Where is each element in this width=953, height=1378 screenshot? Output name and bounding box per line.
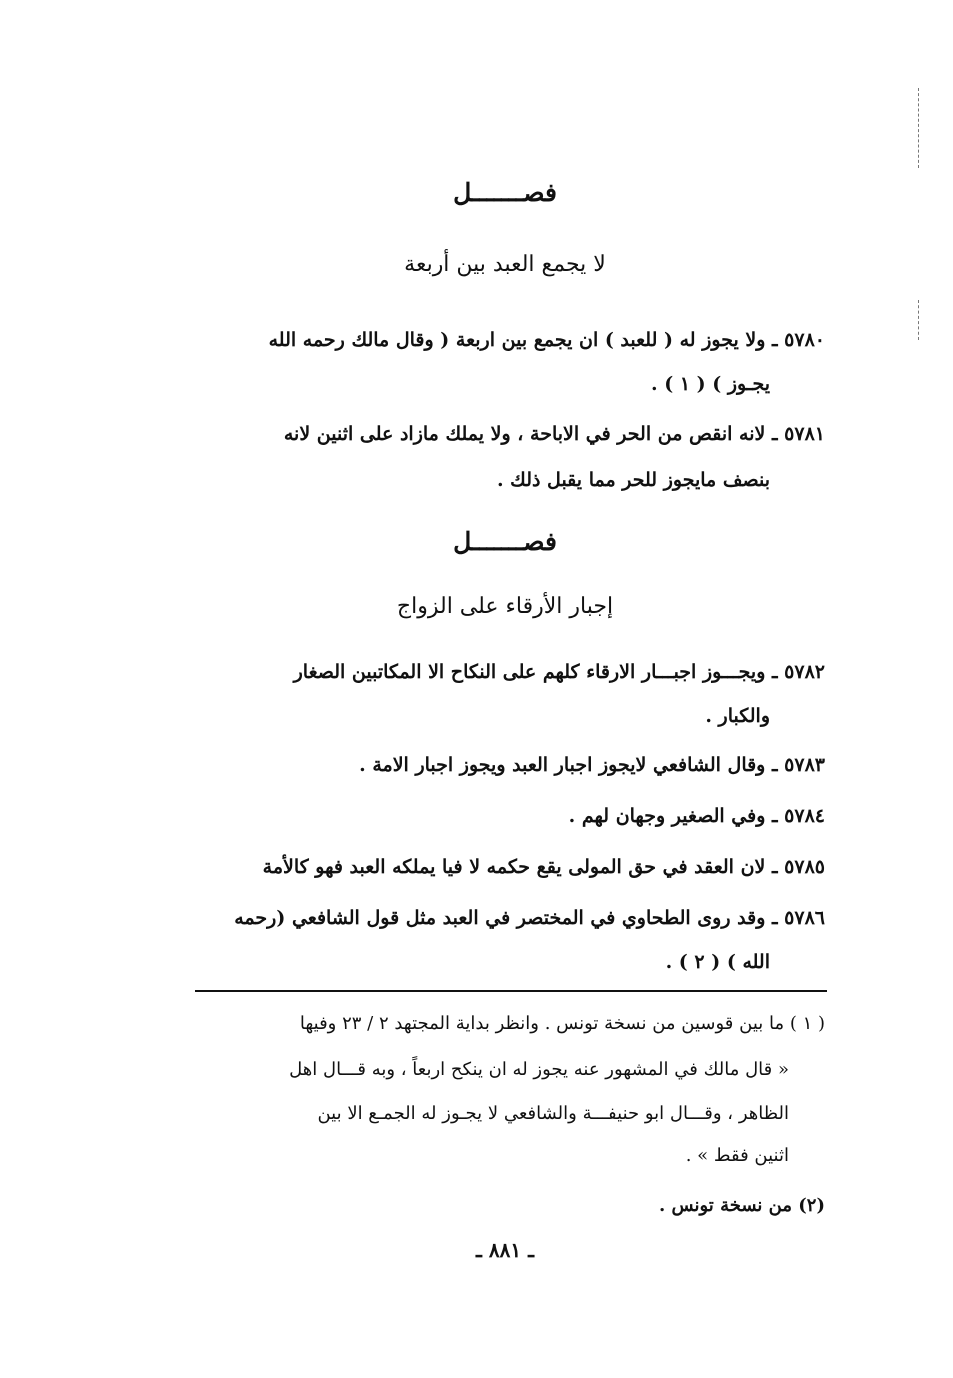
paragraph-5780-line-2: يجـوز ) ( ١ ) . <box>651 373 770 395</box>
section-subtitle-1: لا يجمع العبد بين أربعة <box>404 252 606 277</box>
paragraph-5786-line-2: الله ) ( ٢ ) . <box>665 951 770 973</box>
footnote-1-line-1: ( ١ ) ما بين قوسين من نسخة تونس . وانظر بداية المجتهد ٢ / ٢٣ وفيها <box>299 1013 825 1034</box>
section-title-2: فصـــــــل <box>453 527 557 556</box>
footnote-2: (٢) من نسخة تونس . <box>659 1195 825 1216</box>
paragraph-5781-line-2: بنصف مايجوز للحر مما يقبل ذلك . <box>496 469 770 491</box>
paragraph-5784: ٥٧٨٤ ـ وفي الصغير وجهان لهم . <box>568 805 825 827</box>
margin-mark-mid <box>918 300 919 340</box>
section-subtitle-2: إجبار الأرقاء على الزواج <box>396 594 614 619</box>
paragraph-5783: ٥٧٨٣ ـ وقال الشافعي لايجوز اجبار العبد ويجوز اجبار الامة . <box>359 754 825 776</box>
footnote-1-line-3: الظاهر ، وقـــال ابو حنيفـــة والشافعي لا يجـوز له الجمـع الا بين <box>317 1103 789 1124</box>
paragraph-5781-line-1: ٥٧٨١ ـ لانه انقص من الحر في الاباحة ، ولا يملك مازاد على اثنين لانه <box>283 423 825 445</box>
paragraph-5780-line-1: ٥٧٨٠ ـ ولا يجوز له ( للعبد ) ان يجمع بين اربعة ( وقال مالك رحمه الله <box>268 329 825 351</box>
paragraph-5785: ٥٧٨٥ ـ لان العقد في حق المولى يقع حكمه لا فيا يملكه العبد فهو كالأمة <box>262 856 825 878</box>
footnote-1-line-4: اثنين فقط » . <box>685 1145 789 1166</box>
footnote-separator <box>195 990 827 992</box>
footnote-1-line-2: « قال مالك في المشهور عنه يجوز له ان ينكح اربعاً ، وبه قـــال اهل <box>289 1059 789 1080</box>
margin-mark-top <box>918 88 919 168</box>
page-number: ـ ٨٨١ ـ <box>476 1238 534 1262</box>
section-title-1: فصـــــــل <box>453 178 557 207</box>
paragraph-5782-line-1: ٥٧٨٢ ـ ويجـــوز اجبـــار الارقاء كلهم على النكاح الا المكاتبين الصغار <box>293 661 825 683</box>
paragraph-5782-line-2: والكبار . <box>705 705 770 727</box>
paragraph-5786-line-1: ٥٧٨٦ ـ وقد روى الطحاوي في المختصر في العبد مثل قول الشافعي (رحمه <box>234 907 825 929</box>
